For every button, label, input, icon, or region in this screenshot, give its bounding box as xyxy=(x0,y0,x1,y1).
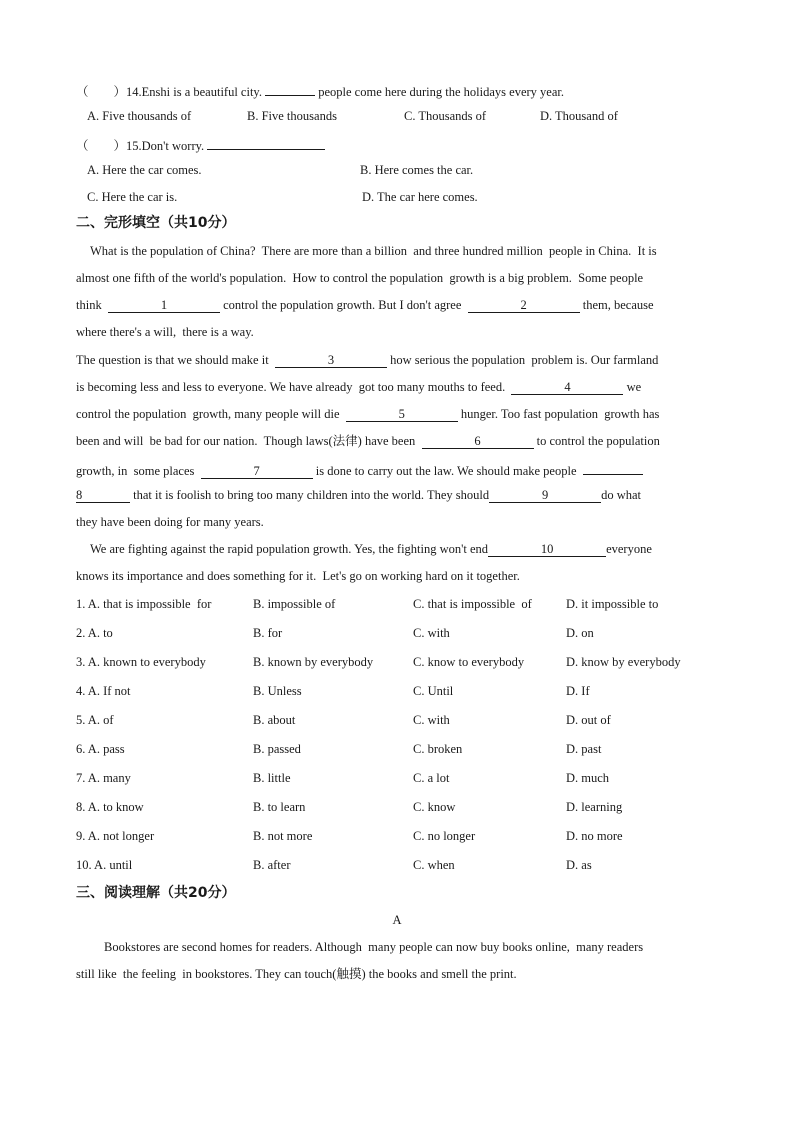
answer-blank[interactable] xyxy=(265,81,315,96)
cloze-blank[interactable]: 4 xyxy=(511,380,623,395)
section-heading-cloze: 二、完形填空（共10分） xyxy=(76,215,236,231)
passage-label: A xyxy=(392,913,402,927)
choice-option[interactable]: B. not more xyxy=(253,829,313,843)
paragraph-line: almost one fifth of the world's population. How to control the population growth is a big problem. Some people xyxy=(76,271,644,285)
choice-option[interactable]: C. that is impossible of xyxy=(413,597,532,611)
choice-option[interactable]: B. impossible of xyxy=(253,597,336,611)
paragraph-line: We are fighting against the rapid population growth. Yes, the fighting won't end 10 everyone xyxy=(90,542,652,556)
choice-option[interactable]: C. know to everybody xyxy=(413,655,525,669)
choice-option[interactable]: B. about xyxy=(253,713,296,727)
choice-option[interactable]: D. If xyxy=(566,684,590,698)
answer-paren[interactable]: （ ） xyxy=(76,85,127,99)
choice-option[interactable]: D. as xyxy=(566,858,592,872)
choice-option[interactable]: 4. A. If not xyxy=(76,684,131,698)
paragraph-line: think 1 control the population growth. But I don't agree 2 them, because xyxy=(76,298,654,312)
question-14: （ ）14.Enshi is a beautiful city. people come here during the holidays every year. xyxy=(76,81,564,100)
choice-option[interactable]: 8. A. to know xyxy=(76,800,144,814)
choice-option[interactable]: C. no longer xyxy=(413,829,476,843)
cloze-blank[interactable]: 5 xyxy=(346,407,458,422)
choice-option[interactable]: C. know xyxy=(413,800,456,814)
paragraph-line: where there's a will, there is a way. xyxy=(76,325,254,339)
q15-option-d[interactable]: D. The car here comes. xyxy=(362,190,478,204)
choice-option[interactable]: 7. A. many xyxy=(76,771,131,785)
choice-option[interactable]: B. passed xyxy=(253,742,301,756)
choice-option[interactable]: D. past xyxy=(566,742,602,756)
choice-option[interactable]: B. known by everybody xyxy=(253,655,374,669)
cloze-blank[interactable]: 7 xyxy=(201,464,313,479)
choice-option[interactable]: C. with xyxy=(413,713,450,727)
paragraph-line: What is the population of China? There are more than a billion and three hundred million people in China. It is xyxy=(90,244,657,258)
choice-option[interactable]: 3. A. known to everybody xyxy=(76,655,206,669)
choice-option[interactable]: C. broken xyxy=(413,742,463,756)
q15-option-a[interactable]: A. Here the car comes. xyxy=(87,163,202,177)
q14-option-b[interactable]: B. Five thousands xyxy=(247,109,337,123)
paragraph-line: The question is that we should make it 3 how serious the population problem is. Our farmland xyxy=(76,353,659,367)
answer-blank[interactable] xyxy=(207,135,325,150)
choice-option[interactable]: D. it impossible to xyxy=(566,597,659,611)
answer-paren[interactable]: （ ） xyxy=(76,139,127,153)
cloze-blank[interactable]: 10 xyxy=(488,542,606,557)
choice-option[interactable]: C. a lot xyxy=(413,771,450,785)
paragraph-line: is becoming less and less to everyone. We have already got too many mouths to feed. 4 we xyxy=(76,380,642,394)
choice-option[interactable]: D. much xyxy=(566,771,610,785)
cloze-blank-start[interactable] xyxy=(583,460,643,475)
q15-option-b[interactable]: B. Here comes the car. xyxy=(360,163,474,177)
q14-option-d[interactable]: D. Thousand of xyxy=(540,109,618,123)
paragraph-line: been and will be bad for our nation. Though laws(法律) have been 6 to control the population xyxy=(76,434,660,448)
choice-option[interactable]: B. after xyxy=(253,858,291,872)
paragraph-line: knows its importance and does something for it. Let's go on working hard on it together. xyxy=(76,569,520,583)
paragraph-line: control the population growth, many people will die 5 hunger. Too fast population growth has xyxy=(76,407,660,421)
choice-option[interactable]: D. on xyxy=(566,626,594,640)
cloze-blank[interactable]: 9 xyxy=(489,488,601,503)
cloze-blank[interactable]: 2 xyxy=(468,298,580,313)
paragraph-line: they have been doing for many years. xyxy=(76,515,264,529)
paragraph-line: growth, in some places 7 is done to carry out the law. We should make people xyxy=(76,460,643,479)
section-heading-reading: 三、阅读理解（共20分） xyxy=(76,885,236,901)
choice-option[interactable]: B. to learn xyxy=(253,800,306,814)
cloze-blank[interactable]: 6 xyxy=(422,434,534,449)
choice-option[interactable]: 9. A. not longer xyxy=(76,829,155,843)
q14-option-a[interactable]: A. Five thousands of xyxy=(87,109,192,123)
choice-option[interactable]: C. when xyxy=(413,858,455,872)
choice-option[interactable]: D. no more xyxy=(566,829,623,843)
choice-option[interactable]: 1. A. that is impossible for xyxy=(76,597,212,611)
choice-option[interactable]: B. for xyxy=(253,626,283,640)
choice-option[interactable]: C. Until xyxy=(413,684,454,698)
choice-option[interactable]: 6. A. pass xyxy=(76,742,125,756)
paragraph-line: 8 that it is foolish to bring too many children into the world. They should 9 do what xyxy=(76,488,642,502)
choice-option[interactable]: D. learning xyxy=(566,800,623,814)
choice-option[interactable]: 2. A. to xyxy=(76,626,113,640)
choice-option[interactable]: B. little xyxy=(253,771,291,785)
cloze-blank[interactable]: 8 xyxy=(76,488,130,503)
cloze-blank[interactable]: 1 xyxy=(108,298,220,313)
cloze-blank[interactable]: 3 xyxy=(275,353,387,368)
q14-option-c[interactable]: C. Thousands of xyxy=(404,109,487,123)
choice-option[interactable]: D. out of xyxy=(566,713,611,727)
choice-option[interactable]: B. Unless xyxy=(253,684,302,698)
paragraph-line: Bookstores are second homes for readers. Although many people can now buy books online, many readers xyxy=(104,940,644,954)
choice-option[interactable]: C. with xyxy=(413,626,450,640)
choice-option[interactable]: 5. A. of xyxy=(76,713,114,727)
q15-option-c[interactable]: C. Here the car is. xyxy=(87,190,178,204)
choice-option[interactable]: D. know by everybody xyxy=(566,655,681,669)
choice-option[interactable]: 10. A. until xyxy=(76,858,133,872)
question-15: （ ）15.Don't worry. xyxy=(76,135,325,154)
paragraph-line: still like the feeling in bookstores. They can touch(触摸) the books and smell the print. xyxy=(76,967,517,981)
